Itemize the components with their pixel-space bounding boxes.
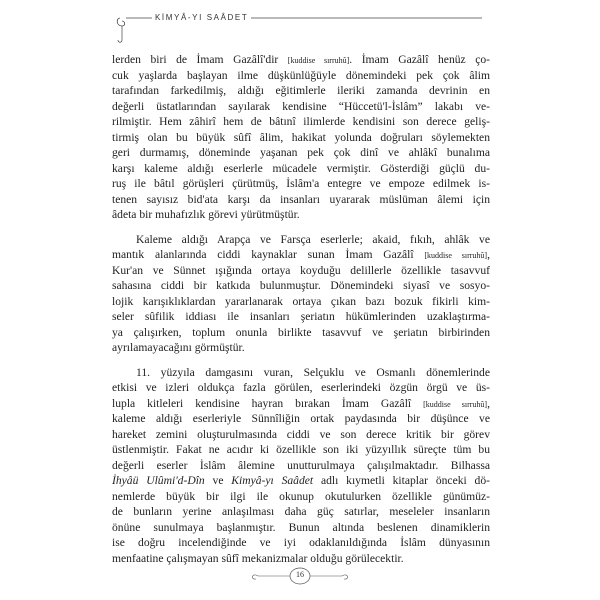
text-line bbox=[112, 99, 490, 115]
text-run: kaleme aldığı eserleriyle Sünnîliğin ortak paydasında bir düşünce ve bbox=[112, 412, 490, 425]
text-run: üstlenmiştir. Fakat ne acıdır ki özellikle son iki yüzyıllık süreçte tüm bu bbox=[112, 443, 490, 456]
text-line bbox=[112, 207, 490, 223]
text-line bbox=[112, 263, 490, 279]
text-line bbox=[112, 520, 490, 536]
text-run: tarafından farkedilmiş, aldığı eğitimlerle ileriki zamanda devrinin en bbox=[112, 84, 490, 97]
text-run: Kaleme aldığı Arapça ve Farsça eserlerle; akaid, fıkıh, ahlâk ve bbox=[136, 232, 490, 246]
page-number: 16 bbox=[296, 570, 304, 579]
text-line bbox=[112, 365, 490, 381]
text-run: cuk yaşlarda başlayan ilme düşkünlüğüyle dönemindeki pek çok âlim bbox=[112, 68, 490, 82]
text-run: ya çalışırken, toplum onunla birlikte tasavvuf ve şeriatın birbirinden bbox=[112, 325, 490, 339]
honorific-note: [kuddise sırruhû] bbox=[424, 251, 488, 260]
text-run: değerli üstatlarından sayılarak kendisine “Hüccetü'l-İslâm” lakabı ve- bbox=[112, 99, 490, 113]
text-line bbox=[112, 325, 490, 341]
text-run: karşı kaleme aldığı eserlerle mücadele vermiştir. Gösterdiği güçlü du- bbox=[112, 161, 490, 175]
text-line bbox=[112, 309, 490, 325]
text-run: mantık alanlarında ciddi kaynaklar sunan İmam Gazâlî bbox=[112, 248, 425, 261]
text-line bbox=[112, 176, 490, 192]
text-run: de bunların yerine anlaşılması daha güç satırlar, meseleler insanların bbox=[112, 505, 490, 518]
honorific-note: [kuddise sırruhû] bbox=[423, 399, 488, 409]
text-run: ise doğru incelendiğinde ve iyi odaklanıldığında İslâm dünyasının bbox=[112, 536, 490, 549]
text-line bbox=[112, 83, 490, 99]
text-run: hareket zemini oluşturulmasında ciddi ve son derece kritik bir görev bbox=[112, 427, 490, 441]
text-run: rilmiştir. Hem zâhirî hem de bâtınî ilimlerde kendisini son derece geliş- bbox=[112, 115, 490, 128]
text-line bbox=[112, 380, 490, 396]
text-run: seler sûfilik iddiası ile insanları şeriatın hükümlerinden uzaklaştırma- bbox=[112, 310, 490, 323]
body-text bbox=[112, 52, 490, 566]
text-line bbox=[112, 114, 490, 130]
text-line bbox=[112, 278, 490, 294]
text-run: , bbox=[487, 396, 490, 410]
running-header bbox=[112, 14, 492, 44]
text-line bbox=[112, 551, 490, 567]
text-run: Kur'an ve Sünnet ışığında ortaya koyduğu delillerle özellikle tasavvuf bbox=[112, 263, 490, 277]
text-run: sahasına ciddi bir katkıda bulunmuştur. Dönemindeki siyasî ve sosyo- bbox=[112, 279, 490, 292]
text-line bbox=[112, 68, 490, 84]
text-line bbox=[112, 340, 490, 356]
text-line bbox=[112, 535, 490, 551]
text-run: ve bbox=[204, 474, 232, 487]
text-line bbox=[112, 442, 490, 458]
text-run: ayrılamayacağını görmüştür. bbox=[112, 341, 245, 354]
text-run: âdeta bir muhafızlık görevi yürütmüştür. bbox=[112, 208, 300, 221]
text-line bbox=[112, 247, 490, 263]
text-run: etkisi ve izleri oldukça fazla görülen, eserlerindeki özgün örgü ve üs- bbox=[112, 381, 490, 394]
text-run: tenen sayısız bid'ata karşı da insanları uyararak müslüman âlemi için bbox=[112, 192, 490, 206]
text-run: lupla kitleleri kendisine hayran bırakan İmam Gazâlî bbox=[112, 396, 424, 410]
text-run: lerden biri de İmam Gazâlî'dir bbox=[112, 53, 288, 66]
text-run: lojik karışıklıklardan yararlanarak ortaya çıkan bazı bozuk fikirli kim- bbox=[112, 294, 490, 308]
text-run: tirmiş olan bu büyük sûfî âlim, hakikat yolunda doğruları söylemekten bbox=[112, 130, 490, 144]
text-line bbox=[112, 458, 490, 474]
text-line bbox=[112, 161, 490, 177]
text-run: geri durmamış, döneminde yaşanan pek çok dinî ve ahlâkî bunalıma bbox=[112, 146, 490, 159]
text-run: nemlerde büyük bir ilgi ile okunup okutulurken özellikle günümüz- bbox=[112, 489, 490, 503]
text-line bbox=[112, 52, 490, 68]
running-title: KİMYÂ-YI SAÂDET bbox=[152, 13, 251, 22]
text-run: 11. yüzyıla damgasını vuran, Selçuklu ve Osmanlı dönemlerinde bbox=[136, 365, 490, 379]
text-line bbox=[112, 504, 490, 520]
text-run: ruş ile bâtıl görüşleri çürütmüş, İslâm'a entegre ve empoze edilmek is- bbox=[112, 177, 490, 190]
text-run: adlı kıymetli kitaplar önceki dö- bbox=[313, 474, 490, 487]
text-line bbox=[112, 130, 490, 146]
text-line bbox=[112, 489, 490, 505]
text-line bbox=[112, 232, 490, 248]
text-line bbox=[112, 427, 490, 443]
text-line bbox=[112, 294, 490, 310]
text-run: menfaatine çalışmayan sûfî mekanizmalar olduğu görülecektir. bbox=[112, 551, 404, 565]
text-line bbox=[112, 192, 490, 208]
text-run: . İmam Gazâlî henüz ço- bbox=[349, 53, 490, 66]
text-run: değerli eserler İslâm âlemine unutturulmaya çalışılmaktadır. Bilhassa bbox=[112, 458, 490, 472]
text-line bbox=[112, 473, 490, 489]
text-line bbox=[112, 411, 490, 427]
text-line bbox=[112, 145, 490, 161]
text-run: önüne sunulmaya başlanmıştır. Bunun altında beslenen dinamiklerin bbox=[112, 520, 490, 534]
text-line bbox=[112, 396, 490, 412]
book-title: İhyâü Ulûmi'd-Dîn bbox=[112, 474, 205, 487]
honorific-note: [kuddise sırruhû] bbox=[287, 56, 350, 65]
book-title: Kimyâ-yı Saâdet bbox=[231, 474, 314, 487]
text-run: , bbox=[487, 248, 490, 261]
